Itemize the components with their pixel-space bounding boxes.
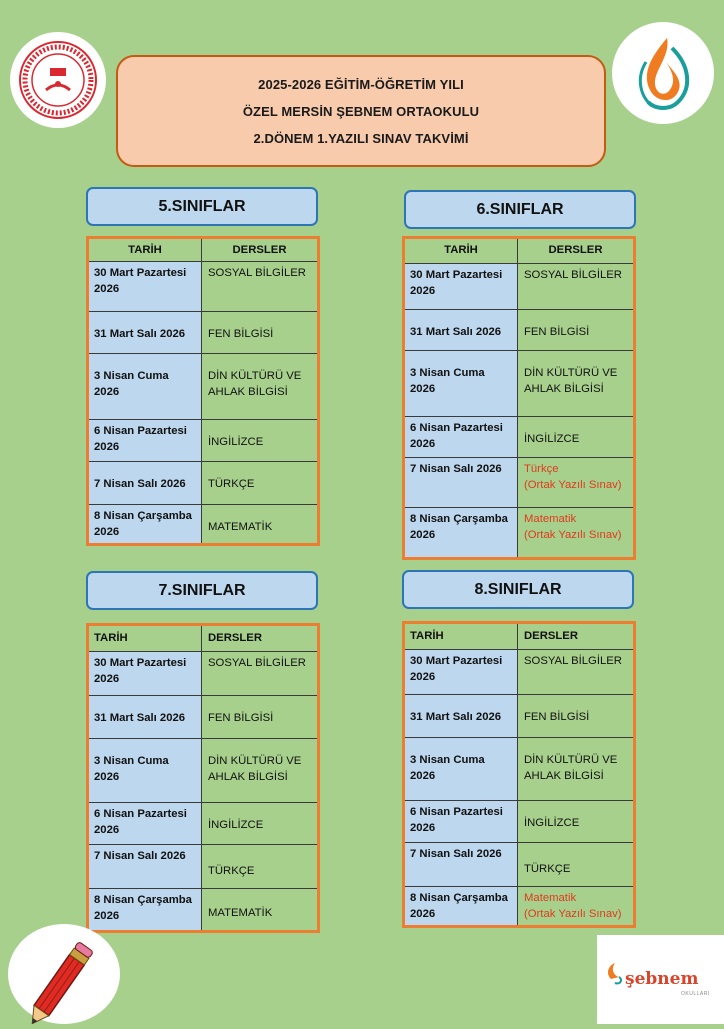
subject-column-header: DERSLER bbox=[518, 624, 633, 649]
exam-subject: DİN KÜLTÜRÜ VE AHLAK BİLGİSİ bbox=[208, 370, 302, 398]
exam-subject: İNGİLİZCE bbox=[524, 433, 580, 445]
table-row bbox=[405, 417, 633, 458]
table-row bbox=[405, 508, 633, 557]
table-row bbox=[89, 462, 317, 505]
exam-note: (Ortak Yazılı Sınav) bbox=[524, 529, 622, 541]
exam-date: 30 Mart Pazartesi 2026 bbox=[405, 650, 518, 694]
table-row bbox=[405, 458, 633, 508]
table-row bbox=[405, 738, 633, 801]
exam-date: 6 Nisan Pazartesi 2026 bbox=[405, 417, 518, 457]
exam-subject: SOSYAL BİLGİLER bbox=[208, 267, 306, 279]
exam-date: 7 Nisan Salı 2026 bbox=[89, 462, 202, 504]
sebnem-logo-text: şebnem bbox=[625, 969, 699, 989]
exam-date: 6 Nisan Pazartesi 2026 bbox=[89, 420, 202, 461]
academic-year-title: 2025-2026 EĞİTİM-ÖĞRETİM YILI bbox=[258, 76, 464, 92]
table-header-row bbox=[89, 626, 317, 652]
table-row bbox=[89, 354, 317, 420]
table-row bbox=[89, 803, 317, 845]
ministry-seal-logo bbox=[10, 32, 106, 128]
exam-subject: FEN BİLGİSİ bbox=[524, 326, 590, 338]
table-row bbox=[89, 889, 317, 930]
subject-column-header: DERSLER bbox=[202, 626, 317, 651]
table-row bbox=[89, 312, 317, 354]
exam-subject: DİN KÜLTÜRÜ VE AHLAK BİLGİSİ bbox=[524, 367, 618, 395]
table-row bbox=[405, 695, 633, 738]
exam-date: 7 Nisan Salı 2026 bbox=[89, 845, 202, 888]
exam-subject: DİN KÜLTÜRÜ VE AHLAK BİLGİSİ bbox=[208, 755, 302, 783]
table-header-row bbox=[405, 239, 633, 264]
exam-date: 31 Mart Salı 2026 bbox=[89, 696, 202, 738]
exam-subject: TÜRKÇE bbox=[524, 863, 571, 875]
sebnem-flame-logo bbox=[612, 22, 714, 124]
exam-subject: SOSYAL BİLGİLER bbox=[524, 269, 622, 281]
exam-date: 8 Nisan Çarşamba 2026 bbox=[405, 508, 518, 557]
exam-subject: TÜRKÇE bbox=[208, 865, 255, 877]
exam-date: 3 Nisan Cuma 2026 bbox=[405, 351, 518, 416]
subject-column-header: DERSLER bbox=[518, 239, 633, 263]
exam-date: 6 Nisan Pazartesi 2026 bbox=[405, 801, 518, 842]
pencil-icon bbox=[8, 924, 120, 1024]
exam-subject: MATEMATİK bbox=[208, 907, 273, 919]
exam-date: 6 Nisan Pazartesi 2026 bbox=[89, 803, 202, 844]
exam-date: 30 Mart Pazartesi 2026 bbox=[89, 262, 202, 311]
date-column-header: TARİH bbox=[89, 626, 202, 651]
exam-date: 31 Mart Salı 2026 bbox=[89, 312, 202, 353]
date-column-header: TARİH bbox=[405, 239, 518, 263]
exam-subject-cell bbox=[518, 458, 633, 507]
table-row bbox=[89, 505, 317, 543]
exam-date: 3 Nisan Cuma 2026 bbox=[405, 738, 518, 800]
school-name: ÖZEL MERSİN ŞEBNEM ORTAOKULU bbox=[242, 103, 480, 119]
table-header-row bbox=[405, 624, 633, 650]
table-row bbox=[89, 696, 317, 739]
subject-column-header: DERSLER bbox=[202, 239, 317, 261]
exam-date: 31 Mart Salı 2026 bbox=[405, 695, 518, 737]
grade-5-exam-table bbox=[86, 236, 320, 546]
exam-subject: İNGİLİZCE bbox=[208, 819, 264, 831]
exam-subject: SOSYAL BİLGİLER bbox=[208, 657, 306, 669]
exam-date: 7 Nisan Salı 2026 bbox=[405, 843, 518, 886]
exam-note: (Ortak Yazılı Sınav) bbox=[524, 479, 622, 491]
table-row bbox=[405, 887, 633, 925]
grade-8-title: 8.SINIFLAR bbox=[402, 570, 634, 609]
page-header bbox=[116, 55, 606, 167]
table-row bbox=[405, 801, 633, 843]
table-row bbox=[405, 650, 633, 695]
grade-6-title: 6.SINIFLAR bbox=[404, 190, 636, 229]
table-row bbox=[89, 652, 317, 696]
exam-subject-cell bbox=[518, 508, 633, 557]
grade-7-title: 7.SINIFLAR bbox=[86, 571, 318, 610]
table-row bbox=[405, 351, 633, 417]
exam-date: 8 Nisan Çarşamba 2026 bbox=[405, 887, 518, 925]
exam-subject-cell bbox=[518, 887, 633, 925]
exam-calendar-title: 2.DÖNEM 1.YAZILI SINAV TAKVİMİ bbox=[253, 130, 469, 146]
table-row bbox=[89, 420, 317, 462]
exam-subject: Matematik bbox=[524, 892, 577, 904]
grade-7-exam-table bbox=[86, 623, 320, 933]
date-column-header: TARİH bbox=[405, 624, 518, 649]
sebnem-school-logo bbox=[597, 935, 724, 1024]
exam-date: 8 Nisan Çarşamba 2026 bbox=[89, 505, 202, 543]
grade-8-exam-table bbox=[402, 621, 636, 928]
exam-subject: Türkçe bbox=[524, 463, 559, 475]
exam-subject: İNGİLİZCE bbox=[524, 817, 580, 829]
exam-subject: İNGİLİZCE bbox=[208, 436, 264, 448]
exam-subject: MATEMATİK bbox=[208, 521, 273, 533]
table-row bbox=[405, 264, 633, 310]
date-column-header: TARİH bbox=[89, 239, 202, 261]
exam-subject: DİN KÜLTÜRÜ VE AHLAK BİLGİSİ bbox=[524, 754, 618, 782]
exam-date: 8 Nisan Çarşamba 2026 bbox=[89, 889, 202, 930]
sebnem-logo-subtext: OKULLARI bbox=[681, 991, 710, 997]
exam-note: (Ortak Yazılı Sınav) bbox=[524, 908, 622, 920]
exam-date: 7 Nisan Salı 2026 bbox=[405, 458, 518, 507]
table-row bbox=[89, 262, 317, 312]
grade-6-exam-table bbox=[402, 236, 636, 560]
grade-5-title: 5.SINIFLAR bbox=[86, 187, 318, 226]
table-row bbox=[89, 739, 317, 803]
exam-subject: FEN BİLGİSİ bbox=[208, 712, 274, 724]
exam-date: 30 Mart Pazartesi 2026 bbox=[89, 652, 202, 695]
table-row bbox=[405, 843, 633, 887]
exam-date: 30 Mart Pazartesi 2026 bbox=[405, 264, 518, 309]
exam-date: 31 Mart Salı 2026 bbox=[405, 310, 518, 350]
exam-date: 3 Nisan Cuma 2026 bbox=[89, 354, 202, 419]
exam-subject: FEN BİLGİSİ bbox=[208, 328, 274, 340]
exam-subject: SOSYAL BİLGİLER bbox=[524, 655, 622, 667]
exam-subject: Matematik bbox=[524, 513, 577, 525]
table-header-row bbox=[89, 239, 317, 262]
exam-subject: TÜRKÇE bbox=[208, 478, 255, 490]
exam-subject: FEN BİLGİSİ bbox=[524, 711, 590, 723]
exam-date: 3 Nisan Cuma 2026 bbox=[89, 739, 202, 802]
table-row bbox=[89, 845, 317, 889]
table-row bbox=[405, 310, 633, 351]
